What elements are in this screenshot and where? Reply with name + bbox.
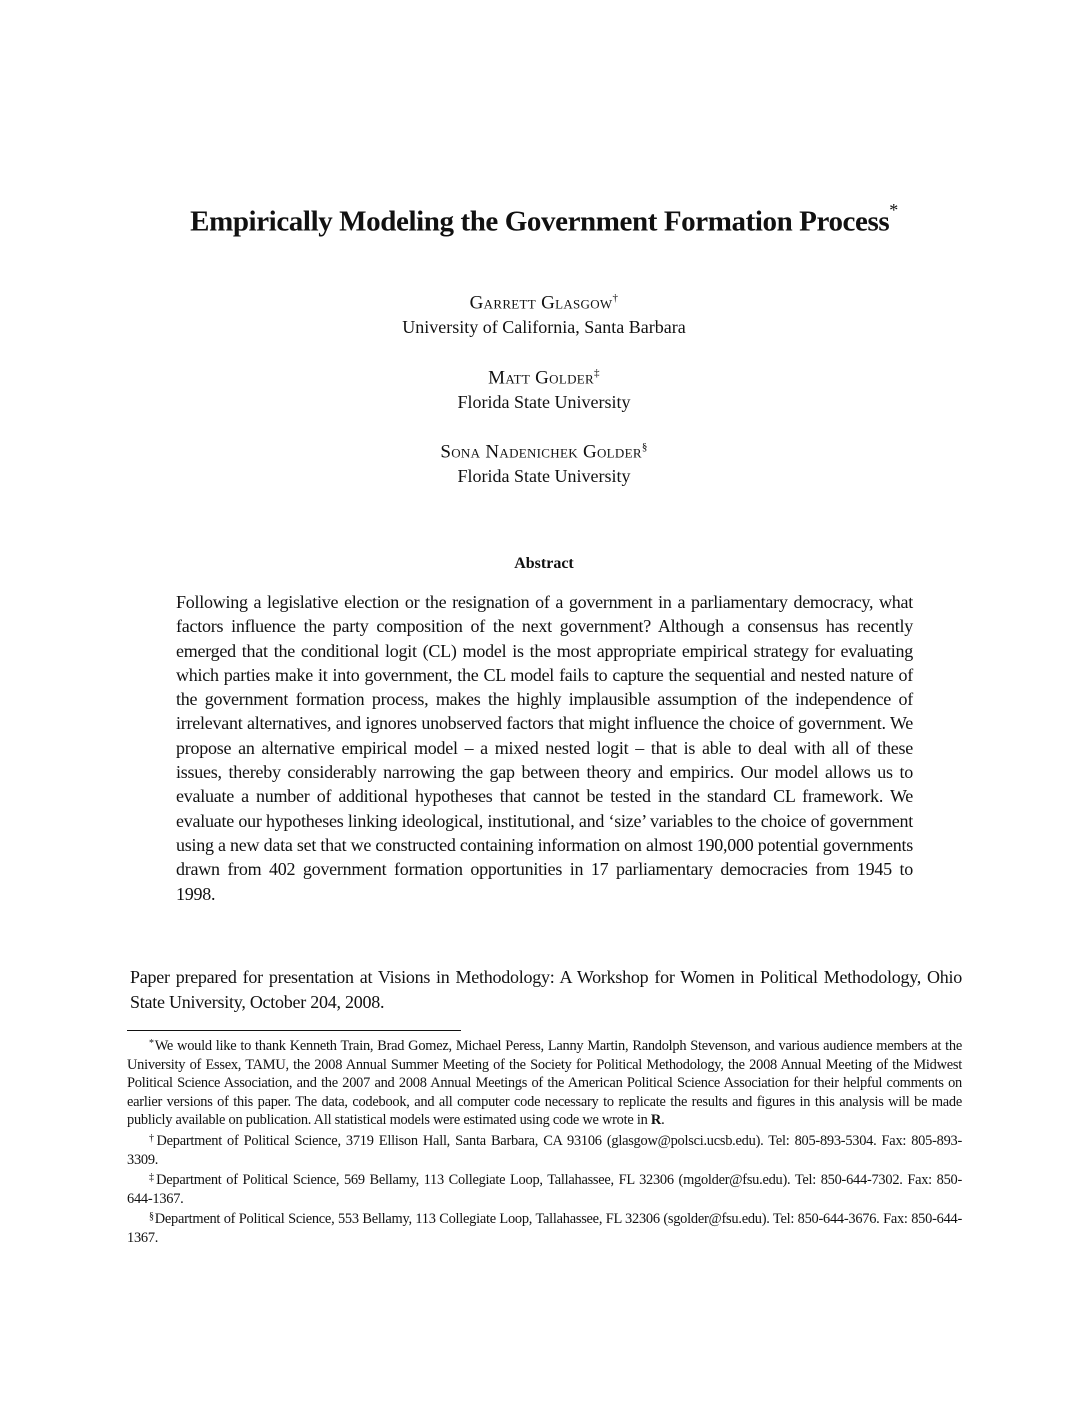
- author-name: Garrett Glasgow†: [469, 292, 619, 314]
- author-name: Sona Nadenichek Golder§: [440, 441, 648, 463]
- footnote: ‡Department of Political Science, 569 Bellamy, 113 Collegiate Loop, Tallahassee, FL 32306 (mgolder@fsu.edu). Tel: 850-644-7302. Fax: 850-644-1367.: [127, 1172, 963, 1207]
- author-block: [0, 286, 1088, 339]
- author-block: [0, 435, 1088, 488]
- footnote-divider: [127, 1030, 461, 1031]
- author-affiliation: Florida State University: [457, 466, 631, 487]
- abstract-body: Following a legislative election or the resignation of a government in a parliamentary democracy, what factors influence the party composition of the next government? Although a consensus has recently emerged that the conditional logit (CL) model is the most appropriate empirical strategy for evaluating which parties make it into government, the CL model fails to capture the sequential and nested nature of the government formation process, makes the highly implausible assumption of the independence of irrelevant alternatives, and ignores unobserved factors that might influence the choice of government. We propose an alternative empirical model – a mixed nested logit – that is able to deal with all of these issues, thereby considerably narrowing the gap between theory and empirics. Our model allows us to evaluate a number of additional hypotheses that cannot be tested in the standard CL framework. We evaluate our hypotheses linking ideological, institutional, and ‘size’ variables to the choice of government using a new data set that we constructed containing information on almost 190,000 potential governments drawn from 402 government formation opportunities in 17 parliamentary democracies from 1945 to 1998.: [176, 592, 913, 904]
- presentation-note: Paper prepared for presentation at Visions in Methodology: A Workshop for Women in Political Methodology, Ohio State University, October 204, 2008.: [130, 967, 962, 1012]
- author-affiliation: University of California, Santa Barbara: [402, 317, 686, 338]
- author-footnote-mark: †: [612, 292, 619, 304]
- author-name: Matt Golder‡: [488, 367, 600, 389]
- author-footnote-mark: ‡: [594, 367, 600, 379]
- title-text: Empirically Modeling the Government Formation Process: [190, 205, 890, 238]
- footnote-mark: †: [149, 1132, 156, 1144]
- author-footnote-mark: §: [641, 441, 648, 453]
- author-block: [0, 361, 1088, 414]
- footnote-mark: §: [149, 1211, 154, 1223]
- paper-title: [0, 196, 1088, 240]
- footnote-mark: ‡: [149, 1172, 156, 1184]
- footnote: †Department of Political Science, 3719 Ellison Hall, Santa Barbara, CA 93106 (glasgow@polsci.ucsb.edu). Tel: 805-893-5304. Fax: 805-893-3309.: [127, 1132, 962, 1168]
- footnote-mark: *: [149, 1038, 154, 1049]
- author-affiliation: Florida State University: [457, 392, 631, 413]
- footnote: §Department of Political Science, 553 Bellamy, 113 Collegiate Loop, Tallahassee, FL 32306 (sgolder@fsu.edu). Tel: 850-644-3676. Fax: 850-644-1367.: [127, 1211, 962, 1246]
- footnote: *We would like to thank Kenneth Train, Brad Gomez, Michael Peress, Lanny Martin, Randolph Stevenson, and various audience members at the University of Essex, TAMU, the 2008 Annual Summer Meeting of the Society for Political Methodology, the 2008 Annual Meeting of the Midwest Political Science Association, and the 2007 and 2008 Annual Meetings of the American Political Science Association for their helpful comments on earlier versions of this paper. The data, codebook, and all computer code necessary to replicate the results and figures in this analysis will be made publicly available on publication. All statistical models were estimated using code we wrote in R.: [127, 1038, 962, 1129]
- footnotes: [127, 1035, 962, 1248]
- title-footnote-mark: *: [889, 200, 898, 220]
- abstract-heading: Abstract: [514, 555, 574, 572]
